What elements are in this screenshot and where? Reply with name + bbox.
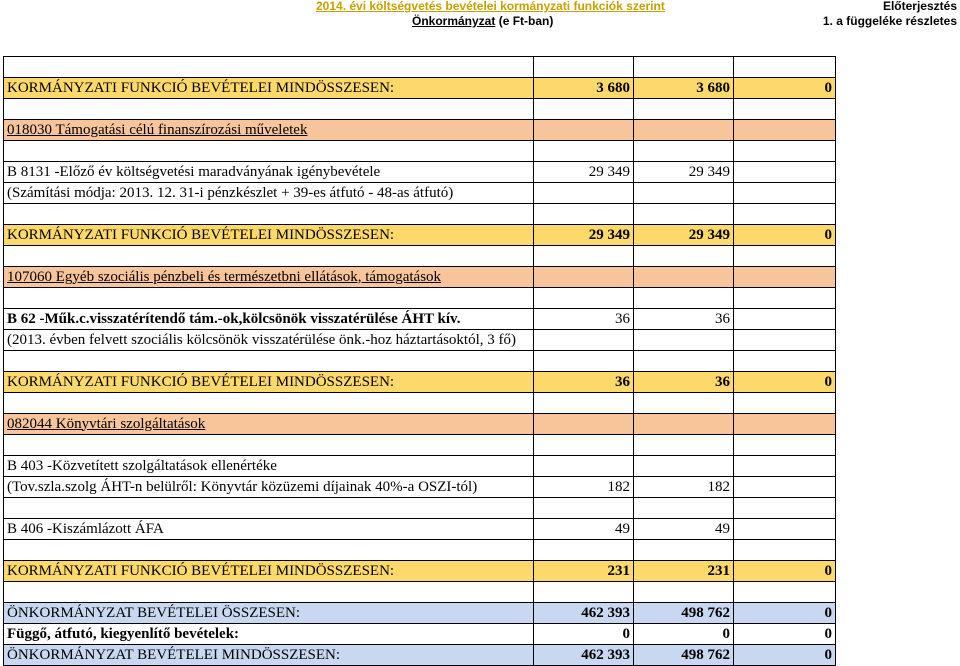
row-label — [4, 582, 534, 603]
row-value-3 — [734, 498, 836, 519]
table-row — [4, 519, 836, 540]
row-label: (2013. évben felvett szociális kölcsönök visszatérülése önk.-hoz háztartásoktól, 3 fő) — [4, 330, 534, 351]
table-row — [4, 246, 836, 267]
table-row — [4, 225, 836, 246]
document-status: Előterjesztés — [882, 0, 957, 13]
row-value-3 — [734, 57, 836, 78]
row-value-2 — [634, 435, 734, 456]
row-label: 107060 Egyéb szociális pénzbeli és természetbni ellátások, támogatások — [4, 267, 534, 288]
row-value-3 — [734, 435, 836, 456]
table-row — [4, 351, 836, 372]
subtitle-entity: Önkormányzat — [412, 14, 496, 28]
table-row — [4, 372, 836, 393]
row-value-3 — [734, 246, 836, 267]
row-value-3 — [734, 477, 836, 498]
row-value-2: 0 — [634, 624, 734, 645]
row-value-1 — [534, 393, 634, 414]
table-row — [4, 78, 836, 99]
row-value-2 — [634, 246, 734, 267]
row-value-1 — [534, 120, 634, 141]
row-value-2: 498 762 — [634, 603, 734, 624]
subtitle-unit: (e Ft-ban) — [495, 14, 554, 28]
row-label: ÖNKORMÁNYZAT BEVÉTELEI MINDÖSSZESEN: — [4, 645, 534, 666]
table-row — [4, 162, 836, 183]
row-value-3 — [734, 120, 836, 141]
row-value-2: 36 — [634, 309, 734, 330]
row-value-3 — [734, 456, 836, 477]
row-label: B 62 -Műk.c.visszatérítendő tám.-ok,kölcsönök visszatérülése ÁHT kív. — [4, 309, 534, 330]
row-value-3: 0 — [734, 645, 836, 666]
row-value-1: 462 393 — [534, 603, 634, 624]
table-row — [4, 456, 836, 477]
table-row — [4, 582, 836, 603]
row-value-1 — [534, 57, 634, 78]
row-label — [4, 57, 534, 78]
row-value-3 — [734, 330, 836, 351]
revenue-table — [3, 56, 836, 666]
row-value-2: 3 680 — [634, 78, 734, 99]
row-value-1 — [534, 141, 634, 162]
table-row — [4, 477, 836, 498]
row-value-3: 0 — [734, 78, 836, 99]
table-row — [4, 435, 836, 456]
row-value-1 — [534, 498, 634, 519]
row-value-1: 0 — [534, 624, 634, 645]
row-value-1: 29 349 — [534, 162, 634, 183]
row-value-2: 231 — [634, 561, 734, 582]
row-value-2 — [634, 57, 734, 78]
row-label — [4, 246, 534, 267]
row-value-1: 462 393 — [534, 645, 634, 666]
row-label: ÖNKORMÁNYZAT BEVÉTELEI ÖSSZESEN: — [4, 603, 534, 624]
row-value-2 — [634, 351, 734, 372]
row-value-2 — [634, 456, 734, 477]
row-label — [4, 435, 534, 456]
row-value-2: 498 762 — [634, 645, 734, 666]
row-label — [4, 351, 534, 372]
row-value-2 — [634, 540, 734, 561]
table-row — [4, 99, 836, 120]
row-value-2 — [634, 393, 734, 414]
table-row — [4, 414, 836, 435]
row-label: (Számítási módja: 2013. 12. 31-i pénzkészlet + 39-es átfutó - 48-as átfutó) — [4, 183, 534, 204]
row-label — [4, 288, 534, 309]
row-value-3 — [734, 183, 836, 204]
row-value-3 — [734, 582, 836, 603]
row-value-2 — [634, 498, 734, 519]
table-row — [4, 288, 836, 309]
row-value-1: 49 — [534, 519, 634, 540]
row-value-2: 29 349 — [634, 225, 734, 246]
row-value-2 — [634, 99, 734, 120]
row-label: KORMÁNYZATI FUNKCIÓ BEVÉTELEI MINDÖSSZESEN: — [4, 561, 534, 582]
row-label: B 403 -Közvetített szolgáltatások ellenértéke — [4, 456, 534, 477]
row-value-1 — [534, 183, 634, 204]
table-row — [4, 330, 836, 351]
document-appendix-ref: 1. a függeléke részletes — [822, 14, 957, 28]
row-value-1 — [534, 351, 634, 372]
row-label: 082044 Könyvtári szolgáltatások — [4, 414, 534, 435]
row-value-2 — [634, 330, 734, 351]
row-value-3 — [734, 204, 836, 225]
row-value-2 — [634, 204, 734, 225]
row-value-1: 3 680 — [534, 78, 634, 99]
row-value-1 — [534, 288, 634, 309]
row-label: (Tov.szla.szolg ÁHT-n belülről: Könyvtár közüzemi díjainak 40%-a OSZI-tól) — [4, 477, 534, 498]
row-value-2: 29 349 — [634, 162, 734, 183]
row-label: KORMÁNYZATI FUNKCIÓ BEVÉTELEI MINDÖSSZESEN: — [4, 78, 534, 99]
table-row — [4, 603, 836, 624]
row-value-1 — [534, 267, 634, 288]
row-value-3 — [734, 393, 836, 414]
row-value-1: 36 — [534, 309, 634, 330]
table-row — [4, 309, 836, 330]
row-value-2 — [634, 414, 734, 435]
revenue-table-body — [4, 57, 836, 666]
row-value-1 — [534, 414, 634, 435]
document-title: 2014. évi költségvetés bevételei kormányzati funkciók szerint — [316, 0, 665, 13]
document-subtitle — [412, 14, 553, 28]
row-value-3 — [734, 519, 836, 540]
row-value-3: 0 — [734, 624, 836, 645]
row-value-2 — [634, 183, 734, 204]
row-value-3 — [734, 309, 836, 330]
table-row — [4, 393, 836, 414]
row-value-1 — [534, 435, 634, 456]
row-value-2 — [634, 288, 734, 309]
row-value-3: 0 — [734, 603, 836, 624]
table-row — [4, 141, 836, 162]
row-value-3 — [734, 288, 836, 309]
row-label: B 8131 -Előző év költségvetési maradványának igénybevétele — [4, 162, 534, 183]
table-row — [4, 267, 836, 288]
row-value-2: 182 — [634, 477, 734, 498]
table-row — [4, 645, 836, 666]
row-value-1: 231 — [534, 561, 634, 582]
row-label: KORMÁNYZATI FUNKCIÓ BEVÉTELEI MINDÖSSZESEN: — [4, 225, 534, 246]
table-row — [4, 540, 836, 561]
table-row — [4, 57, 836, 78]
row-value-3 — [734, 267, 836, 288]
row-value-3: 0 — [734, 561, 836, 582]
row-value-3 — [734, 141, 836, 162]
row-label — [4, 204, 534, 225]
row-value-3 — [734, 162, 836, 183]
row-value-1: 182 — [534, 477, 634, 498]
table-row — [4, 120, 836, 141]
row-value-1 — [534, 204, 634, 225]
row-value-3 — [734, 414, 836, 435]
row-value-2: 49 — [634, 519, 734, 540]
row-value-1: 29 349 — [534, 225, 634, 246]
row-value-3: 0 — [734, 225, 836, 246]
row-value-3 — [734, 351, 836, 372]
row-value-3 — [734, 540, 836, 561]
row-value-2 — [634, 120, 734, 141]
row-value-1 — [534, 99, 634, 120]
row-label: 018030 Támogatási célú finanszírozási műveletek — [4, 120, 534, 141]
row-value-1: 36 — [534, 372, 634, 393]
row-value-1 — [534, 540, 634, 561]
row-label — [4, 141, 534, 162]
row-label — [4, 498, 534, 519]
row-value-1 — [534, 456, 634, 477]
table-row — [4, 624, 836, 645]
row-value-1 — [534, 582, 634, 603]
table-row — [4, 561, 836, 582]
row-label: KORMÁNYZATI FUNKCIÓ BEVÉTELEI MINDÖSSZESEN: — [4, 372, 534, 393]
row-value-1 — [534, 246, 634, 267]
row-value-3: 0 — [734, 372, 836, 393]
table-row — [4, 498, 836, 519]
row-value-2 — [634, 141, 734, 162]
row-value-1 — [534, 330, 634, 351]
row-value-3 — [734, 99, 836, 120]
row-value-2 — [634, 582, 734, 603]
row-value-2: 36 — [634, 372, 734, 393]
row-value-2 — [634, 267, 734, 288]
row-label — [4, 540, 534, 561]
row-label — [4, 99, 534, 120]
row-label: Függő, átfutó, kiegyenlítő bevételek: — [4, 624, 534, 645]
row-label — [4, 393, 534, 414]
row-label: B 406 -Kiszámlázott ÁFA — [4, 519, 534, 540]
table-row — [4, 204, 836, 225]
table-row — [4, 183, 836, 204]
